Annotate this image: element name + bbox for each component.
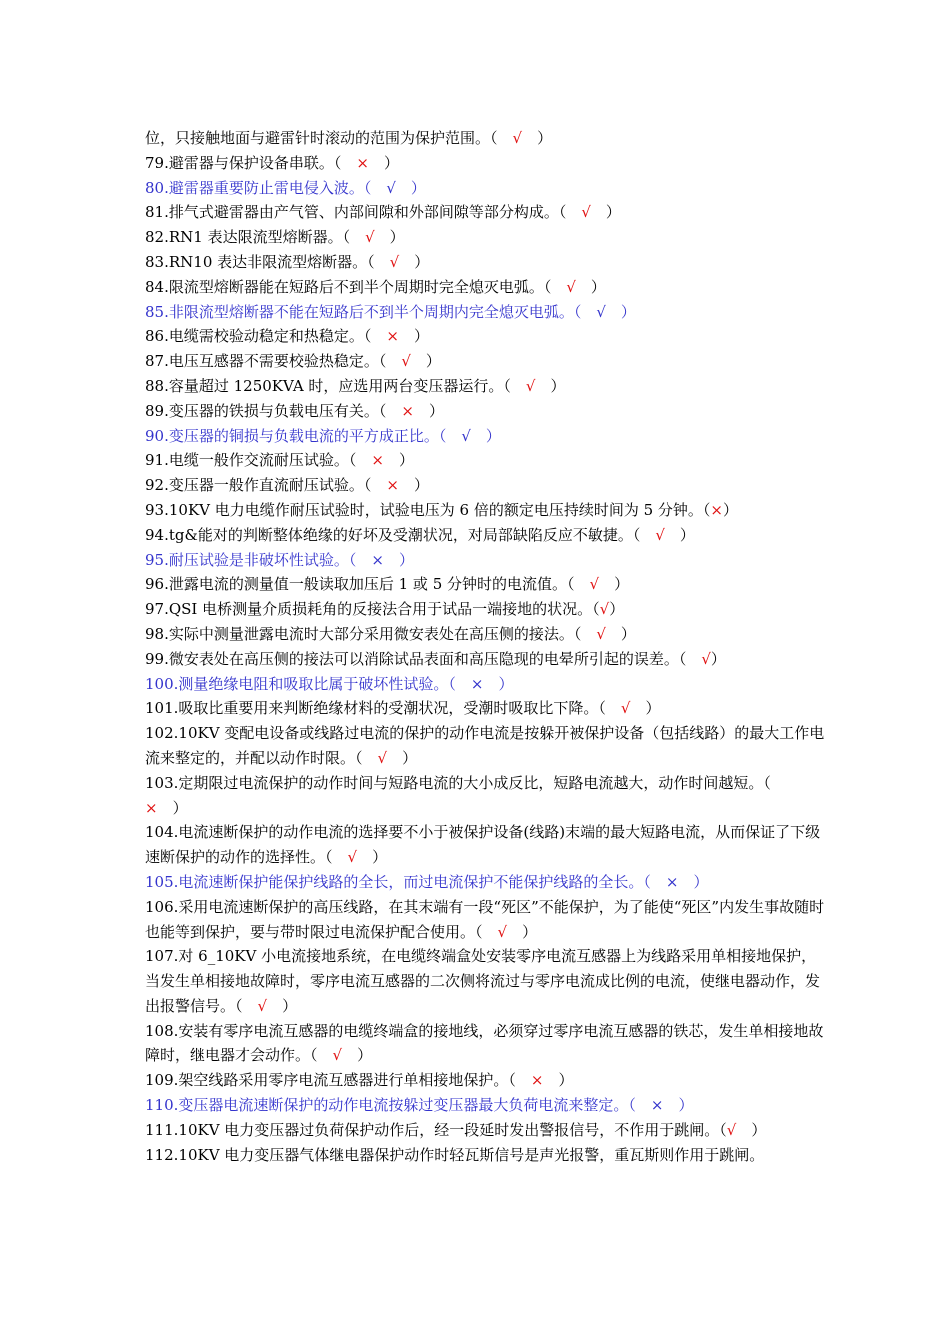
question-text: 99.微安表处在高压侧的接法可以消除试品表面和高压隐现的电晕所引起的误差。（ [145, 649, 702, 668]
cross-mark: × [530, 1071, 544, 1090]
closing-paren: ） [342, 1046, 373, 1065]
closing-paren: ） [605, 302, 636, 321]
question-text: 位，只接触地面与避雷针时滚动的范围为保护范围。（ [145, 129, 513, 147]
check-mark: √ [581, 203, 591, 222]
question-text: 112.10KV 电力变压器气体继电器保护动作时轻瓦斯信号是声光报警，重瓦斯则作用于跳闸。 [145, 1145, 765, 1164]
check-mark: √ [401, 352, 411, 371]
closing-paren: ） [543, 1071, 574, 1090]
closing-paren: ） [368, 153, 399, 172]
question-item [145, 151, 825, 176]
question-text: 82.RN1 表达限流型熔断器。（ [145, 228, 366, 247]
closing-paren: ） [383, 451, 414, 470]
closing-paren: ） [723, 500, 739, 519]
question-text: 86.电缆需校验动稳定和热稳定。（ [145, 327, 387, 346]
question-item [145, 622, 825, 647]
question-item [145, 424, 825, 449]
question-text: 102.10KV 变配电设备或线路过电流的保护的动作电流是按躲开被保护设备（包括线路）的最大工作电流来整定的，并配以动作时限。（ [145, 724, 825, 767]
question-text: 107.对 6_10KV 小电流接地系统，在电缆终端盒处安装零序电流互感器上为线路采用单相接地保护，当发生单相接地故障时，零序电流互感器的二次侧将流过与零序电流成比例的电流，使继电器动作，发出报警信号。（ [145, 947, 821, 1015]
question-item [145, 225, 825, 250]
question-text: 90.变压器的铜损与负载电流的平方成正比。（ [145, 426, 462, 445]
question-text: 80.避雷器重要防止雷电侵入波。（ [145, 178, 387, 197]
closing-paren: ） [736, 1120, 767, 1139]
closing-paren: ） [470, 426, 501, 445]
question-item [145, 771, 825, 821]
question-item [145, 349, 825, 374]
closing-paren: ） [507, 922, 538, 941]
question-text: 89.变压器的铁损与负载电压有关。（ [145, 401, 402, 420]
closing-paren: ） [374, 228, 405, 247]
closing-paren: ） [609, 600, 625, 619]
question-text: 110.变压器电流速断保护的动作电流按躲过变压器最大负荷电流来整定。（ [145, 1096, 651, 1115]
check-mark: √ [566, 277, 576, 296]
question-item [145, 250, 825, 275]
question-item [145, 126, 825, 151]
cross-mark: × [710, 500, 723, 519]
question-text: 95.耐压试验是非破坏性试验。（ [145, 550, 372, 569]
question-text: 93.10KV 电力电缆作耐压试验时，试验电压为 6 倍的额定电压持续时间为 5 分钟。（ [145, 500, 711, 519]
check-mark: √ [512, 129, 523, 147]
check-mark: √ [596, 302, 606, 321]
check-mark: √ [386, 178, 396, 197]
closing-paren: ） [630, 699, 661, 718]
question-item [145, 572, 825, 597]
closing-paren: ） [413, 401, 444, 420]
closing-paren: ） [387, 748, 418, 767]
question-text: 84.限流型熔断器能在短路后不到半个周期时完全熄灭电弧。（ [145, 277, 567, 296]
question-text: 96.泄露电流的测量值一般读取加压后 1 或 5 分钟时的电流值。（ [145, 575, 590, 594]
cross-mark: × [650, 1096, 664, 1115]
cross-mark: × [356, 153, 369, 172]
question-item [145, 548, 825, 573]
question-item [145, 200, 825, 225]
question-item [145, 870, 825, 895]
question-item [145, 1068, 825, 1093]
closing-paren: ） [664, 525, 695, 544]
question-item [145, 448, 825, 473]
cross-mark: × [401, 401, 414, 420]
cross-mark: × [371, 550, 384, 569]
closing-paren: ） [483, 674, 514, 693]
closing-paren: ） [599, 575, 630, 594]
question-item [145, 647, 825, 672]
closing-paren: ） [678, 872, 709, 891]
closing-paren: ） [535, 376, 566, 395]
closing-paren: ） [267, 996, 298, 1015]
check-mark: √ [620, 699, 631, 718]
cross-mark: × [145, 798, 158, 817]
closing-paren: ） [575, 277, 606, 296]
question-text: 87.电压互感器不需要校验热稳定。（ [145, 352, 402, 371]
question-text: 104.电流速断保护的动作电流的选择要不小于被保护设备(线路)末端的最大短路电流，从而保证了下级速断保护的动作的选择性。（ [145, 823, 821, 867]
question-item [145, 820, 825, 870]
question-text: 100.测量绝缘电阻和吸取比属于破坏性试验。（ [145, 674, 471, 693]
question-text: 81.排气式避雷器由产气管、内部间隙和外部间隙等部分构成。（ [145, 203, 582, 222]
question-text: 108.安装有零序电流互感器的电缆终端盒的接地线，必须穿过零序电流互感器的铁芯，发生单相接地故障时，继电器才会动作。（ [145, 1021, 824, 1065]
closing-paren: ） [590, 203, 621, 222]
question-item [145, 1093, 825, 1118]
closing-paren: ） [383, 550, 414, 569]
question-text: 88.容量超过 1250KVA 时，应选用两台变压器运行。（ [145, 376, 526, 395]
question-text: 103.定期限过电流保护的动作时间与短路电流的大小成反比，短路电流越大，动作时间越短。（ [145, 773, 786, 792]
check-mark: √ [701, 649, 711, 668]
check-mark: √ [377, 748, 388, 767]
question-text: 106.采用电流速断保护的高压线路，在其末端有一段“死区”不能保护，为了能使“死区”内发生事故随时也能等到保护，要与带时限过电流保护配合使用。（ [145, 897, 825, 941]
question-item [145, 895, 825, 945]
question-item [145, 523, 825, 548]
check-mark: √ [589, 575, 600, 594]
question-item [145, 944, 825, 1018]
question-item [145, 597, 825, 622]
question-text: 92.变压器一般作直流耐压试验。（ [145, 476, 387, 495]
cross-mark: × [470, 674, 484, 693]
closing-paren: ） [157, 798, 188, 817]
check-mark: √ [596, 624, 606, 643]
closing-paren: ） [357, 848, 388, 867]
closing-paren: ） [710, 649, 726, 668]
question-item [145, 324, 825, 349]
question-text: 98.实际中测量泄露电流时大部分采用微安表处在高压侧的接法。（ [145, 624, 597, 643]
question-item [145, 399, 825, 424]
check-mark: √ [461, 426, 471, 445]
question-text: 101.吸取比重要用来判断绝缘材料的受潮状况，受潮时吸取比下降。（ [145, 699, 621, 718]
check-mark: √ [365, 228, 375, 247]
question-text: 111.10KV 电力变压器过负荷保护动作后，经一段延时发出警报信号，不作用于跳闸。（ [145, 1120, 727, 1139]
check-mark: √ [257, 996, 268, 1015]
closing-paren: ） [398, 476, 429, 495]
closing-paren: ） [410, 352, 441, 371]
question-item [145, 374, 825, 399]
question-item [145, 473, 825, 498]
closing-paren: ） [522, 129, 553, 147]
cross-mark: × [371, 451, 384, 470]
closing-paren: ） [395, 178, 426, 197]
check-mark: √ [525, 376, 536, 395]
check-mark: √ [599, 600, 610, 619]
closing-paren: ） [399, 252, 430, 271]
question-text: 94.tg&能对的判断整体绝缘的好坏及受潮状况，对局部缺陷反应不敏捷。（ [145, 525, 656, 544]
question-text: 85.非限流型熔断器不能在短路后不到半个周期内完全熄灭电弧。（ [145, 302, 597, 321]
question-item [145, 1143, 825, 1168]
check-mark: √ [332, 1046, 343, 1065]
cross-mark: × [386, 327, 399, 346]
question-text: 97.QSI 电桥测量介质损耗角的反接法合用于试品一端接地的状况。（ [145, 600, 600, 619]
check-mark: √ [389, 252, 400, 271]
check-mark: √ [347, 848, 358, 867]
question-text: 83.RN10 表达非限流型熔断器。（ [145, 252, 390, 271]
question-text: 105.电流速断保护能保护线路的全长，而过电流保护不能保护线路的全长。（ [145, 872, 666, 891]
cross-mark: × [665, 872, 679, 891]
cross-mark: × [386, 476, 399, 495]
question-item [145, 696, 825, 721]
question-item [145, 275, 825, 300]
question-item [145, 300, 825, 325]
closing-paren: ） [398, 327, 429, 346]
question-item [145, 721, 825, 771]
question-item [145, 1118, 825, 1143]
closing-paren: ） [605, 624, 636, 643]
document-body [145, 126, 825, 1167]
question-item [145, 498, 825, 523]
question-text: 109.架空线路采用零序电流互感器进行单相接地保护。（ [145, 1071, 531, 1090]
closing-paren: ） [663, 1096, 694, 1115]
question-text: 91.电缆一般作交流耐压试验。（ [145, 451, 372, 470]
check-mark: √ [655, 525, 665, 544]
check-mark: √ [726, 1120, 737, 1139]
question-item [145, 672, 825, 697]
question-text: 79.避雷器与保护设备串联。（ [145, 153, 357, 172]
check-mark: √ [497, 922, 508, 941]
question-item [145, 176, 825, 201]
question-item [145, 1019, 825, 1069]
